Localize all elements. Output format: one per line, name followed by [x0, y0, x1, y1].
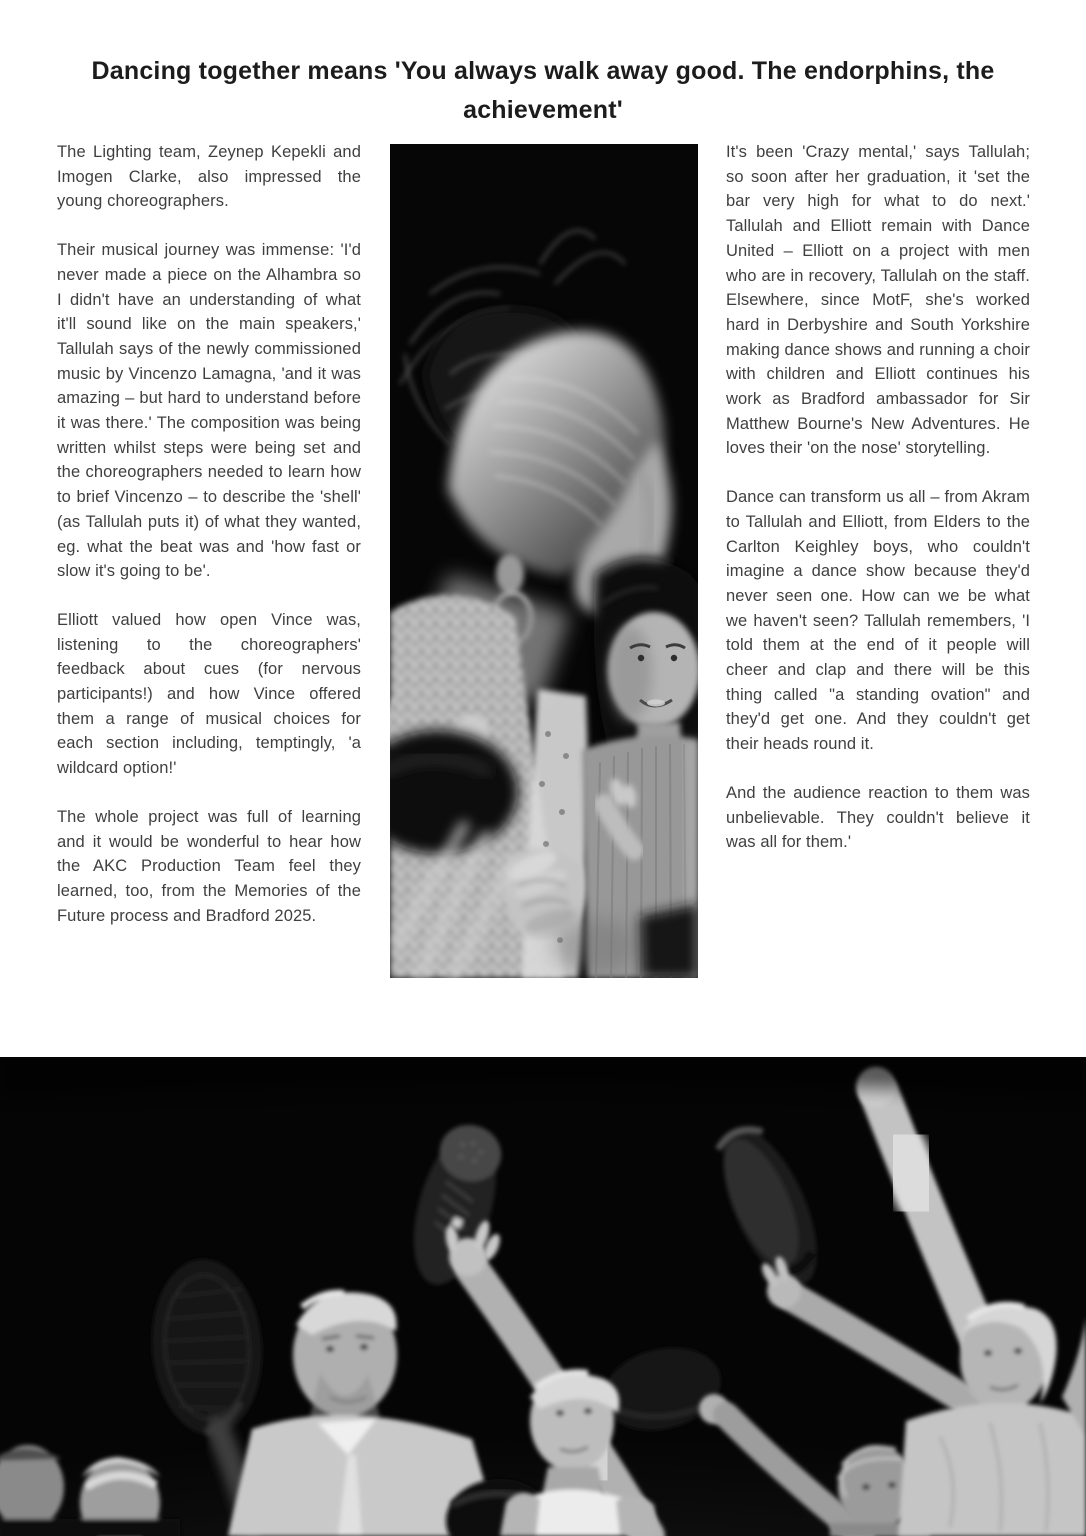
- left-column-paragraph: Elliott valued how open Vince was, listening to the choreographers' feedback about cues (for nervous participants!) and how Vince offered them a range of musical choices for each section including, temptingly, 'a wildcard option!': [57, 610, 361, 778]
- left-column-paragraph: The whole project was full of learning and it would be wonderful to hear how the AKC Production Team feel they learned, too, from the Memories of the Future process and Bradford 2025.: [57, 807, 361, 925]
- bottom-photo: [0, 1057, 1086, 1536]
- right-column-paragraph: And the audience reaction to them was unbelievable. They couldn't believe it was all for them.': [726, 783, 1030, 852]
- page-title: [0, 52, 1086, 130]
- article-columns: [57, 140, 1030, 978]
- right-column-paragraph: It's been 'Crazy mental,' says Tallulah; so soon after her graduation, it 'set the bar very high for what to do next.' Tallulah and Elliott remain with Dance United – Elliott on a project with men who are in recovery, Tallulah on the staff. Elsewhere, since MotF, she's worked hard in Derbyshire and South Yorkshire making dance shows and running a choir with children and Elliott continues his work as Bradford ambassador for Sir Matthew Bourne's New Adventures. He loves their 'on the nose' storytelling.: [726, 143, 1030, 458]
- left-column-paragraph: The Lighting team, Zeynep Kepekli and Imogen Clarke, also impressed the young choreographers.: [57, 143, 361, 211]
- page-title-line-1: Dancing together means 'You always walk away good. The endorphins, the: [91, 57, 995, 85]
- left-column: [57, 140, 361, 952]
- page-title-line-2: achievement': [463, 95, 623, 124]
- right-column: [726, 140, 1030, 879]
- left-column-paragraph: Their musical journey was immense: 'I'd never made a piece on the Alhambra so I didn't have an understanding of what it'll sound like on the main speakers,' Tallulah says of the newly commissioned music by Vincenzo Lamagna, 'and it was amazing – but hard to understand before it was there.' The composition was being written whilst steps were being set and the choreographers needed to learn how to brief Vincenzo – to describe the 'shell' (as Tallulah puts it) of what they wanted, eg. what the beat was and 'how fast or slow it's going to be'.: [57, 241, 361, 581]
- right-column-paragraph: Dance can transform us all – from Akram to Tallulah and Elliott, from Elders to the Carlton Keighley boys, who couldn't imagine a dance show because they'd never seen one. How can we be what we haven't seen? Tallulah remembers, 'I told them at the end of it people will cheer and clap and there will be this thing called "a standing ovation" and they'd get one. And they couldn't get their heads round it.: [726, 488, 1030, 754]
- center-photo: [390, 144, 698, 978]
